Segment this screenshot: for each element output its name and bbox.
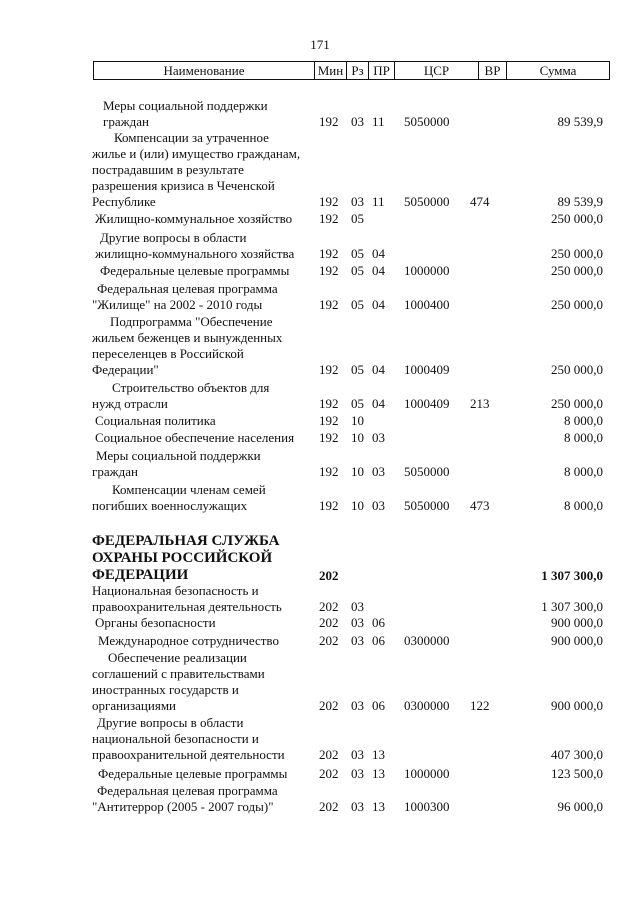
row-sum: 900 000,0 (551, 698, 603, 713)
row-sum: 407 300,0 (551, 747, 603, 762)
row-pr-code: 04 (372, 396, 385, 411)
row-vr-code: 213 (470, 396, 490, 411)
row-sum: 250 000,0 (551, 297, 603, 312)
table-row (0, 230, 640, 262)
row-name-line: Органы безопасности (95, 615, 216, 630)
row-name-line: граждан (103, 114, 149, 129)
table-row (0, 380, 640, 412)
row-pr-code: 13 (372, 766, 385, 781)
row-name-line: организациями (92, 698, 176, 713)
row-min-code: 192 (319, 362, 339, 377)
row-sum: 8 000,0 (564, 498, 603, 513)
row-name-line: национальной безопасности и (92, 731, 259, 746)
row-rz-code: 10 (351, 464, 364, 479)
table-row (0, 583, 640, 615)
row-pr-code: 04 (372, 246, 385, 261)
header-vr: ВР (478, 62, 506, 79)
row-name-line: нужд отрасли (92, 396, 168, 411)
row-csr-code: 1000000 (404, 766, 450, 781)
row-name-line: соглашений с правительствами (92, 666, 265, 681)
row-name-line: Федерации" (92, 362, 159, 377)
table-row (0, 430, 640, 446)
row-name-line: ОХРАНЫ РОССИЙСКОЙ (92, 550, 273, 566)
row-csr-code: 1000409 (404, 362, 450, 377)
row-min-code: 202 (319, 698, 339, 713)
row-rz-code: 03 (351, 766, 364, 781)
row-sum: 1 307 300,0 (541, 599, 603, 614)
row-name-line: погибших военнослужащих (92, 498, 248, 513)
row-rz-code: 03 (351, 599, 364, 614)
row-rz-code: 10 (351, 430, 364, 445)
row-name-line: Другие вопросы в области (100, 230, 247, 245)
row-sum: 250 000,0 (551, 211, 603, 226)
row-sum: 96 000,0 (557, 799, 603, 814)
row-name-line: Национальная безопасность и (92, 583, 259, 598)
row-pr-code: 03 (372, 464, 385, 479)
row-name-line: "Антитеррор (2005 - 2007 годы)" (92, 799, 274, 814)
table-row (0, 482, 640, 514)
row-name-line: Подпрограмма "Обеспечение (110, 314, 273, 329)
row-rz-code: 10 (351, 498, 364, 513)
row-rz-code: 03 (351, 633, 364, 648)
row-name-line: Обеспечение реализации (108, 650, 247, 665)
row-name-line: жилье и (или) имущество гражданам, (92, 146, 301, 161)
row-name-line: Компенсации за утраченное (114, 130, 269, 145)
row-csr-code: 1000300 (404, 799, 450, 814)
row-rz-code: 03 (351, 114, 364, 129)
row-min-code: 202 (319, 599, 339, 614)
row-rz-code: 05 (351, 263, 364, 278)
row-name-line: Компенсации членам семей (112, 482, 266, 497)
row-csr-code: 0300000 (404, 633, 450, 648)
row-name-line: Федеральные целевые программы (100, 263, 290, 278)
row-pr-code: 04 (372, 263, 385, 278)
row-name-line: правоохранительной деятельности (92, 747, 285, 762)
row-min-code: 192 (319, 413, 339, 428)
row-name-line: переселенцев в Российской (92, 346, 244, 361)
row-min-code: 192 (319, 114, 339, 129)
row-rz-code: 05 (351, 211, 364, 226)
row-name-line: Республике (92, 194, 156, 209)
row-name-line: "Жилище" на 2002 - 2010 годы (92, 297, 263, 312)
row-sum: 89 539,9 (557, 194, 603, 209)
row-name-line: Строительство объектов для (112, 380, 270, 395)
row-min-code: 192 (319, 430, 339, 445)
row-vr-code: 474 (470, 194, 490, 209)
row-name-line: правоохранительная деятельность (92, 599, 282, 614)
row-name-line: Жилищно-коммунальное хозяйство (95, 211, 293, 226)
row-vr-code: 122 (470, 698, 490, 713)
table-row (0, 766, 640, 782)
row-sum: 89 539,9 (557, 114, 603, 129)
row-pr-code: 03 (372, 430, 385, 445)
table-row (0, 650, 640, 714)
table-row (0, 413, 640, 429)
row-rz-code: 03 (351, 799, 364, 814)
row-min-code: 202 (319, 766, 339, 781)
row-name-line: граждан (92, 464, 138, 479)
row-pr-code: 11 (372, 114, 385, 129)
row-name-line: жилищно-коммунального хозяйства (95, 246, 295, 261)
row-name-line: Меры социальной поддержки (103, 98, 268, 113)
row-sum: 250 000,0 (551, 246, 603, 261)
row-sum: 250 000,0 (551, 362, 603, 377)
row-csr-code: 5050000 (404, 114, 450, 129)
header-min: Мин (314, 62, 346, 79)
row-sum: 900 000,0 (551, 615, 603, 630)
row-rz-code: 05 (351, 396, 364, 411)
row-name-line: Международное сотрудничество (98, 633, 279, 648)
row-csr-code: 0300000 (404, 698, 450, 713)
table-row (0, 130, 640, 210)
row-name-line: разрешения кризиса в Чеченской (92, 178, 275, 193)
row-pr-code: 06 (372, 698, 385, 713)
row-min-code: 202 (319, 747, 339, 762)
row-pr-code: 06 (372, 615, 385, 630)
row-sum: 8 000,0 (564, 430, 603, 445)
row-name-line: жильем беженцев и вынужденных (92, 330, 283, 345)
row-name-line: Федеральные целевые программы (98, 766, 288, 781)
header-sum: Сумма (506, 62, 609, 79)
row-pr-code: 04 (372, 297, 385, 312)
row-min-code: 192 (319, 211, 339, 226)
table-row (0, 533, 640, 584)
table-row (0, 98, 640, 130)
row-csr-code: 1000409 (404, 396, 450, 411)
row-min-code: 192 (319, 498, 339, 513)
row-min-code: 192 (319, 194, 339, 209)
row-min-code: 192 (319, 263, 339, 278)
header-pr: ПР (368, 62, 394, 79)
page-number: 171 (310, 37, 330, 52)
row-min-code: 202 (319, 615, 339, 630)
table-row (0, 281, 640, 313)
row-sum: 8 000,0 (564, 464, 603, 479)
row-name-line: ФЕДЕРАЛЬНАЯ СЛУЖБА (92, 533, 280, 549)
row-min-code: 192 (319, 297, 339, 312)
row-sum: 1 307 300,0 (541, 568, 603, 583)
row-min-code: 192 (319, 246, 339, 261)
row-rz-code: 10 (351, 413, 364, 428)
row-rz-code: 03 (351, 747, 364, 762)
row-csr-code: 5050000 (404, 194, 450, 209)
row-name-line: Меры социальной поддержки (96, 448, 261, 463)
row-sum: 250 000,0 (551, 396, 603, 411)
row-pr-code: 13 (372, 747, 385, 762)
row-sum: 900 000,0 (551, 633, 603, 648)
table-row (0, 615, 640, 631)
row-vr-code: 473 (470, 498, 490, 513)
row-name-line: ФЕДЕРАЦИИ (92, 567, 189, 583)
row-rz-code: 03 (351, 194, 364, 209)
row-rz-code: 03 (351, 615, 364, 630)
row-min-code: 202 (319, 568, 339, 583)
row-rz-code: 03 (351, 698, 364, 713)
header-csr: ЦСР (394, 62, 478, 79)
row-min-code: 192 (319, 396, 339, 411)
row-pr-code: 06 (372, 633, 385, 648)
row-pr-code: 13 (372, 799, 385, 814)
table-row (0, 211, 640, 227)
row-csr-code: 5050000 (404, 464, 450, 479)
row-csr-code: 1000000 (404, 263, 450, 278)
row-sum: 250 000,0 (551, 263, 603, 278)
table-row (0, 314, 640, 378)
row-pr-code: 11 (372, 194, 385, 209)
row-name-line: Социальная политика (95, 413, 216, 428)
row-min-code: 202 (319, 633, 339, 648)
row-rz-code: 05 (351, 246, 364, 261)
row-name-line: пострадавшим в результате (92, 162, 244, 177)
header-rz: Рз (346, 62, 368, 79)
row-csr-code: 5050000 (404, 498, 450, 513)
table-row (0, 448, 640, 480)
row-name-line: Другие вопросы в области (97, 715, 244, 730)
row-name-line: иностранных государств и (92, 682, 239, 697)
row-min-code: 202 (319, 799, 339, 814)
table-row (0, 715, 640, 763)
header-name: Наименование (163, 63, 245, 78)
row-name-line: Федеральная целевая программа (97, 783, 278, 798)
row-csr-code: 1000400 (404, 297, 450, 312)
table-row (0, 783, 640, 815)
row-sum: 123 500,0 (551, 766, 603, 781)
row-name-line: Федеральная целевая программа (97, 281, 278, 296)
table-row (0, 263, 640, 279)
row-pr-code: 04 (372, 362, 385, 377)
table-row (0, 633, 640, 649)
row-min-code: 192 (319, 464, 339, 479)
row-rz-code: 05 (351, 362, 364, 377)
row-name-line: Социальное обеспечение населения (95, 430, 295, 445)
row-pr-code: 03 (372, 498, 385, 513)
row-sum: 8 000,0 (564, 413, 603, 428)
row-rz-code: 05 (351, 297, 364, 312)
table-header (93, 61, 610, 80)
